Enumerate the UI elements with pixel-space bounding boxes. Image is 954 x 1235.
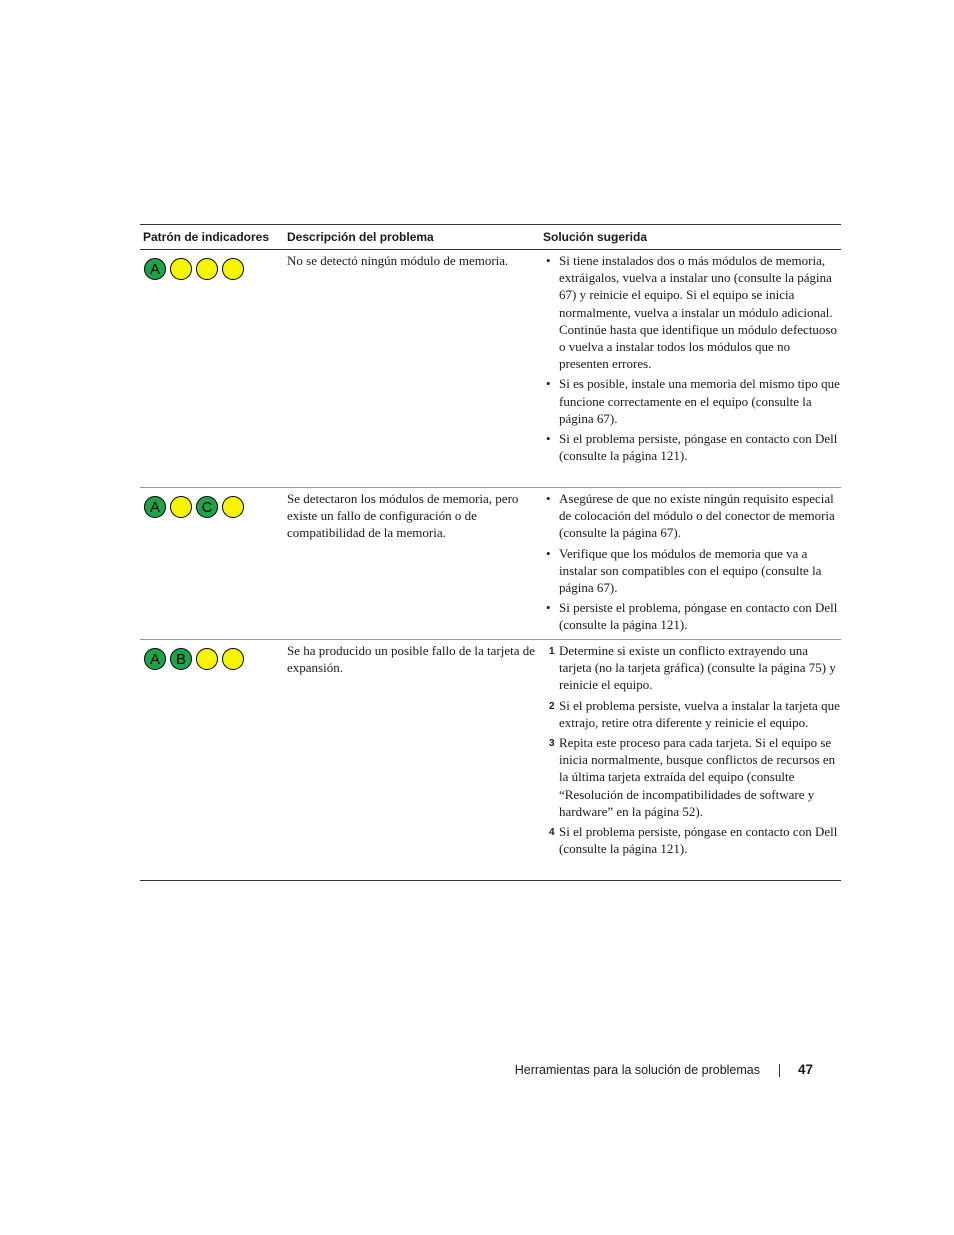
- step-number: 1: [549, 646, 555, 657]
- list-item: [543, 697, 841, 731]
- solution-text: Si persiste el problema, póngase en contacto con Dell (consulte la página 121).: [559, 600, 838, 633]
- bullet-icon: •: [546, 431, 551, 447]
- header-pattern: Patrón de indicadores: [143, 230, 270, 244]
- step-number: 4: [549, 827, 555, 839]
- indicator-pattern-cell: [140, 250, 287, 487]
- indicator-pattern: [143, 496, 287, 518]
- header-description: Descripción del problema: [287, 230, 434, 244]
- diagnostic-light-icon: A: [144, 258, 166, 280]
- list-item: [543, 599, 841, 633]
- list-item: [543, 823, 841, 857]
- table-row: [140, 250, 841, 487]
- bullet-icon: •: [546, 253, 551, 268]
- list-item: [543, 375, 841, 427]
- diagnostic-light-icon: [196, 258, 218, 280]
- diagnostic-light-icon: [222, 258, 244, 280]
- table-header: [140, 225, 841, 250]
- problem-description: Se ha producido un posible fallo de la tarjeta de expansión.: [287, 643, 536, 676]
- bullet-icon: •: [546, 545, 551, 561]
- diagnostic-light-icon: [222, 648, 244, 670]
- bullet-icon: •: [546, 600, 551, 616]
- diagnostic-light-icon: [170, 496, 192, 518]
- solution-text: Asegúrese de que no existe ningún requisito especial de colocación del módulo o del conector de memoria (consulte la página 67).: [559, 491, 835, 541]
- diagnostic-light-icon: A: [144, 496, 166, 518]
- diagnostic-light-icon: C: [196, 496, 218, 518]
- list-item: [543, 545, 841, 597]
- troubleshooting-table: [140, 224, 841, 881]
- header-solution: Solución sugerida: [543, 230, 648, 244]
- diagnostic-light-icon: A: [144, 648, 166, 670]
- suggested-solution-cell: [543, 640, 841, 880]
- table-body: [140, 250, 841, 880]
- diagnostic-light-icon: B: [170, 648, 192, 670]
- solution-text: Si el problema persiste, póngase en contacto con Dell (consulte la página 121).: [559, 824, 838, 857]
- diagnostic-light-icon: [170, 258, 192, 280]
- solution-text: Si el problema persiste, vuelva a instalar la tarjeta que extrajo, retire otra diferente y reinicie el equipo.: [559, 697, 840, 730]
- suggested-solution-cell: [543, 250, 841, 487]
- solution-list: [543, 252, 841, 464]
- indicator-pattern: [143, 648, 287, 670]
- list-item: [543, 252, 841, 372]
- indicator-pattern: [143, 258, 287, 280]
- solution-text: Verifique que los módulos de memoria que va a instalar son compatibles con el equipo (consulte la página 67).: [559, 545, 822, 596]
- solution-text: Determine si existe un conflicto extrayendo una tarjeta (no la tarjeta gráfica) (consulte la página 75) y reinicie el equipo.: [559, 643, 836, 693]
- bullet-icon: •: [546, 491, 551, 506]
- list-item: [543, 490, 841, 542]
- page-footer: [0, 1062, 954, 1080]
- list-item: [543, 430, 841, 464]
- solution-text: Si es posible, instale una memoria del mismo tipo que funcione correctamente en el equipo (consulte la página 67).: [559, 376, 840, 426]
- step-number: 2: [549, 700, 555, 712]
- bullet-icon: •: [546, 376, 551, 392]
- solution-text: Si tiene instalados dos o más módulos de memoria, extráigalos, vuelva a instalar uno (consulte la página 67) y reinicie el equipo. Si el equipo se inicia normalmente, vuelva a instalar un módulo adicional. Continúe hasta que identifique un módulo defectuoso o vuelva a instalar todos los módulos que no presenten errores.: [559, 253, 837, 372]
- solution-list: [543, 642, 841, 857]
- problem-description: Se detectaron los módulos de memoria, pero existe un fallo de configuración o de compatibilidad de la memoria.: [287, 491, 519, 541]
- problem-description: No se detectó ningún módulo de memoria.: [287, 253, 509, 268]
- page-number: 47: [798, 1062, 814, 1077]
- list-item: [543, 734, 841, 820]
- diagnostic-light-icon: [222, 496, 244, 518]
- solution-text: Repita este proceso para cada tarjeta. Si el equipo se inicia normalmente, busque conflictos de recursos en la última tarjeta extraída del equipo (consulte “Resolución de incompatibilidades de software y hardware” en la página 52).: [559, 735, 836, 819]
- table-row: [140, 639, 841, 880]
- footer-title: Herramientas para la solución de problemas: [514, 1063, 760, 1077]
- solution-text: Si el problema persiste, póngase en contacto con Dell (consulte la página 121).: [559, 431, 838, 464]
- solution-list: [543, 490, 841, 634]
- step-number: 3: [549, 738, 555, 750]
- footer-separator: [779, 1064, 780, 1077]
- diagnostic-light-icon: [196, 648, 218, 670]
- suggested-solution-cell: [543, 488, 841, 639]
- table-row: [140, 487, 841, 639]
- indicator-pattern-cell: [140, 640, 287, 880]
- indicator-pattern-cell: [140, 488, 287, 639]
- list-item: [543, 642, 841, 694]
